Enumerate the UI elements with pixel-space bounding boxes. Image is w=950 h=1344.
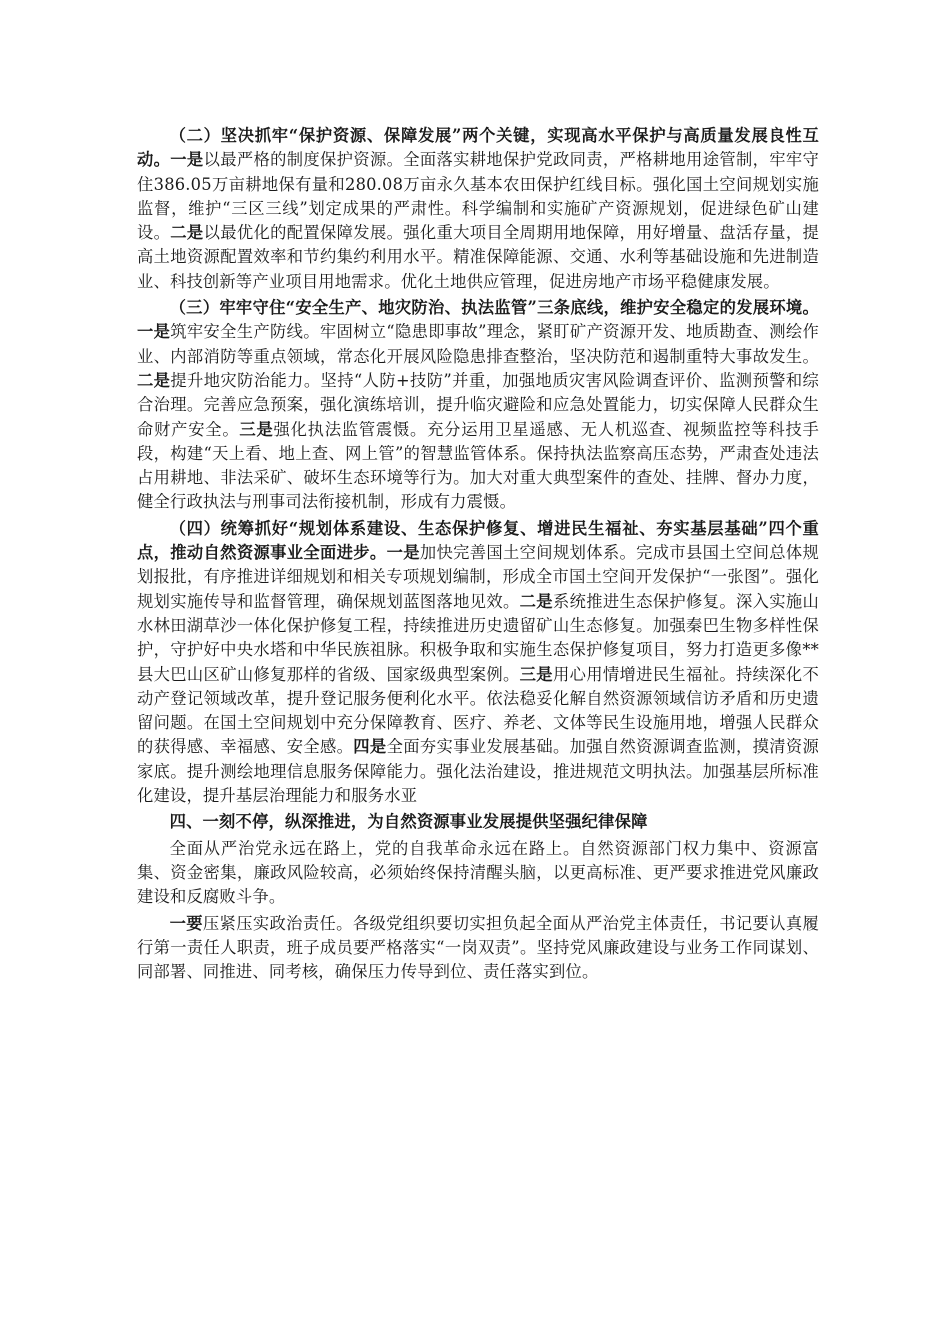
- bold-text-run: 一要: [169, 913, 203, 933]
- text-run: 全面从严治党永远在路上，党的自我革命永远在路上。自然资源部门权力集中、资源富集、资金密集，廉政风险较高，必须始终保持清醒头脑，以更高标准、更严要求推进党风廉政建设和反腐败斗争。: [137, 838, 819, 907]
- text-run: 用心用情增进民生福祉。持续深化不动产登记领域改革，提升登记服务便利化水平。依法稳妥化解自然资源领域信访矛盾和历史遗留问题。在国土空间规划中充分保障教育、医疗、养老、文体等民生设施用地，增强人民群众的获得感、幸福感、安全感。: [137, 664, 819, 757]
- section-heading-4: [137, 810, 819, 834]
- text-run: 筑牢安全生产防线。牢固树立“隐患即事故”理念，紧盯矿产资源开发、地质勘查、测绘作业、内部消防等重点领域，常态化开展风险隐患排查整治，坚决防范和遏制重特大事故发生。: [137, 322, 819, 366]
- bold-text-run: 三是: [239, 419, 274, 439]
- bold-text-run: （二）坚决抓牢“保护资源、保障发展”两个关键，实现高水平保护与高质量发展良性互动。: [137, 126, 819, 170]
- text-run: 强化执法监管震慑。充分运用卫星遥感、无人机巡查、视频监控等科技手段，构建“天上看、地上查、网上管”的智慧监管体系。保持执法监察高压态势，严肃查处违法占用耕地、非法采矿、破坏生态环境等行为。加大对重大典型案件的查处、挂牌、督办力度，健全行政执法与刑事司法衔接机制，形成有力震慑。: [137, 419, 820, 512]
- bold-text-run: 一是: [386, 543, 420, 563]
- text-run: 压紧压实政治责任。各级党组织要切实担负起全面从严治党主体责任，书记要认真履行第一责任人职责，班子成员要严格落实“一岗双责”。坚持党风廉政建设与业务工作同谋划、同部署、同推进、同考核，确保压力传导到位、责任落实到位。: [137, 913, 819, 982]
- paragraph-intro: [137, 837, 819, 910]
- paragraph-point-1: [137, 912, 819, 985]
- bold-text-run: 三是: [519, 664, 553, 684]
- text-run: 以最严格的制度保护资源。全面落实耕地保护党政同责，严格耕地用途管制，牢牢守住386.05万亩耕地保有量和280.08万亩永久基本农田保护红线目标。强化国土空间规划实施监督，维护“三区三线”划定成果的严肃性。科学编制和实施矿产资源规划，促进绿色矿山建设。: [137, 150, 819, 243]
- text-run: 提升地灾防治能力。坚持“人防+技防”并重，加强地质灾害风险调查评价、监测预警和综合治理。完善应急预案，强化演练培训，提升临灾避险和应急处置能力，切实保障人民群众生命财产安全。: [137, 370, 819, 439]
- paragraph-section-4: [137, 517, 819, 809]
- bold-text-run: 一是: [137, 322, 171, 342]
- text-run: 全面夯实事业发展基础。加强自然资源调查监测，摸清资源家底。提升测绘地理信息服务保障能力。强化法治建设，推进规范文明执法。加强基层所标准化建设，提升基层治理能力和服务水亚: [137, 737, 819, 806]
- bold-text-run: 二是: [137, 370, 171, 390]
- bold-text-run: 二是: [519, 591, 553, 611]
- bold-text-run: 一是: [170, 150, 204, 170]
- bold-text-run: （三）牢牢守住“安全生产、地灾防治、执法监管”三条底线，维护安全稳定的发展环境。: [169, 298, 819, 318]
- bold-text-run: （四）统筹抓好“规划体系建设、生态保护修复、增进民生福祉、夯实基层基础”四个重点，推动自然资源事业全面进步。: [137, 518, 819, 563]
- bold-text-run: 二是: [170, 223, 204, 243]
- bold-text-run: 四是: [353, 737, 387, 757]
- text-run: 加快完善国土空间规划体系。完成市县国土空间总体规划报批，有序推进详细规划和相关专项规划编制，形成全市国土空间开发保护“一张图”。强化规划实施传导和监督管理，确保规划蓝图落地见效。: [137, 543, 819, 611]
- bold-text-run: 四、一刻不停，纵深推进，为自然资源事业发展提供坚强纪律保障: [169, 812, 648, 832]
- paragraph-section-3: [137, 296, 819, 515]
- document-page: [137, 124, 819, 984]
- text-run: 以最优化的配置保障发展。强化重大项目全周期用地保障，用好增量、盘活存量，提高土地资源配置效率和节约集约利用水平。精准保障能源、交通、水利等基础设施和先进制造业、科技创新等产业项目用地需求。优化土地供应管理，促进房地产市场平稳健康发展。: [137, 223, 819, 291]
- paragraph-section-2: [137, 124, 819, 294]
- text-run: 系统推进生态保护修复。深入实施山水林田湖草沙一体化保护修复工程，持续推进历史遗留矿山生态修复。加强秦巴生物多样性保护，守护好中央水塔和中华民族祖脉。积极争取和实施生态保护修复项目，努力打造更多像**县大巴山区矿山修复那样的省级、国家级典型案例。: [137, 591, 819, 684]
